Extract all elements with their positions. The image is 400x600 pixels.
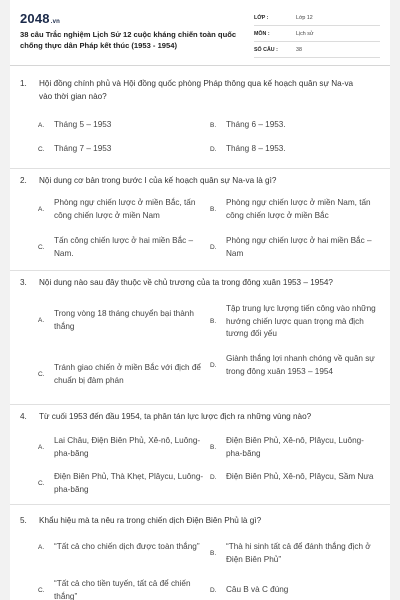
option-text: “Thà hi sinh tất cả để đánh thắng địch ở Điện Biên Phủ”: [226, 542, 371, 564]
option-text: Giành thắng lợi nhanh chóng về quân sự trong đông xuân 1953 – 1954: [226, 354, 375, 376]
document-title: 38 câu Trắc nghiệm Lịch Sử 12 cuộc kháng chiến toàn quốc chống thực dân Pháp kết thúc (1953 - 1954): [20, 30, 237, 50]
option-letter: A.: [38, 543, 45, 551]
question-number: 2.: [20, 176, 27, 185]
option-b[interactable]: [210, 119, 376, 132]
question-number: 4.: [20, 412, 27, 421]
question-number: 5.: [20, 516, 27, 525]
meta-value: Lịch sử: [296, 30, 314, 37]
option-letter: D.: [210, 362, 217, 369]
option-text: Tháng 8 – 1953.: [226, 144, 286, 153]
question-header: [20, 175, 359, 188]
option-letter: B.: [210, 121, 217, 129]
option-text: Tấn công chiến lược ở hai miền Bắc – Nam.: [54, 236, 194, 258]
option-text: Tránh giao chiến ở miền Bắc với địch để chuẩn bị đàm phán: [54, 363, 201, 385]
meta-value: 38: [296, 46, 302, 53]
option-a[interactable]: [38, 119, 204, 132]
option-c[interactable]: [38, 471, 204, 496]
question-2: [10, 169, 390, 271]
option-c[interactable]: [38, 578, 204, 600]
option-a[interactable]: [38, 308, 204, 333]
option-b[interactable]: [210, 303, 376, 341]
option-letter: C.: [38, 244, 45, 251]
question-header: [20, 277, 359, 290]
question-1: [10, 66, 390, 169]
option-letter: A.: [38, 206, 45, 213]
option-letter: C.: [38, 145, 45, 153]
option-letter: C.: [38, 587, 45, 594]
option-text: Điện Biên Phủ, Xê-nô, Plâycu, Luông-pha-băng: [226, 436, 364, 458]
meta-row-subject: [254, 26, 380, 42]
question-header: [20, 78, 359, 103]
option-text: Phòng ngự chiến lược ở miền Nam, tấn công chiến lược ở miền Bắc: [226, 198, 371, 220]
question-text: Hội đồng chính phủ và Hội đồng quốc phòng Pháp thông qua kế hoạch quân sự Na-va vào thời gian nào?: [39, 79, 354, 101]
option-a[interactable]: [38, 541, 204, 554]
option-text: Tháng 5 – 1953: [54, 120, 112, 129]
document-header: [10, 0, 390, 66]
option-letter: C.: [38, 371, 45, 378]
option-d[interactable]: [210, 584, 376, 597]
option-d[interactable]: [210, 471, 376, 484]
question-number: 1.: [20, 79, 27, 88]
option-a[interactable]: [38, 197, 204, 222]
meta-row-count: [254, 42, 380, 58]
option-text: Tháng 7 – 1953: [54, 144, 112, 153]
option-d[interactable]: [210, 353, 376, 378]
option-text: “Tất cả cho tiền tuyến, tất cả để chiến thắng”: [54, 579, 191, 600]
question-number: 3.: [20, 278, 27, 287]
question-text: Từ cuối 1953 đến đầu 1954, ta phân tán lực lược địch ra những vùng nào?: [39, 412, 312, 421]
question-text: Khẩu hiệu mà ta nêu ra trong chiến dịch Điện Biên Phủ là gì?: [39, 516, 262, 525]
logo-tld-text: .vn: [50, 19, 61, 25]
option-b[interactable]: [210, 541, 376, 566]
question-text: Nội dung nào sau đây thuộc về chủ trương của ta trong đông xuân 1953 – 1954?: [39, 278, 333, 287]
option-text: Điện Biên Phủ, Thà Khẹt, Plâycu, Luông-pha-băng: [54, 472, 204, 494]
option-letter: D.: [210, 145, 217, 153]
option-b[interactable]: [210, 197, 376, 222]
option-letter: A.: [38, 317, 45, 324]
question-text: Nội dung cơ bản trong bước I của kế hoạch quân sự Na-va là gì?: [39, 176, 277, 185]
option-letter: D.: [210, 473, 217, 481]
option-d[interactable]: [210, 235, 376, 260]
option-letter: A.: [38, 444, 45, 451]
meta-label: SỐ CÂU :: [254, 46, 278, 53]
option-a[interactable]: [38, 435, 204, 460]
meta-row-class: [254, 10, 380, 26]
site-logo[interactable]: [20, 11, 60, 26]
option-text: Tháng 6 – 1953.: [226, 120, 286, 129]
meta-table: [254, 10, 380, 58]
option-text: Phòng ngự chiến lược ở miền Bắc, tấn công chiến lược ở miền Nam: [54, 198, 196, 220]
question-header: [20, 411, 359, 424]
option-text: Phòng ngự chiến lược ở hai miền Bắc – Nam: [226, 236, 372, 258]
document-page: [10, 0, 390, 600]
option-letter: B.: [210, 318, 217, 326]
logo-main-text: 2048: [20, 11, 50, 26]
option-letter: C.: [38, 480, 45, 487]
option-b[interactable]: [210, 435, 376, 460]
option-letter: B.: [210, 206, 217, 213]
meta-label: MÔN :: [254, 30, 270, 37]
option-letter: B.: [210, 444, 217, 451]
question-4: [10, 405, 390, 505]
option-text: Lai Châu, Điện Biên Phủ, Xê-nô, Luông-pha-băng: [54, 436, 201, 458]
option-text: Câu B và C đúng: [226, 585, 289, 594]
option-letter: D.: [210, 244, 217, 251]
option-text: Điện Biên Phủ, Xê-nô, Plâycu, Sầm Nưa: [226, 472, 374, 481]
meta-label: LỚP :: [254, 14, 269, 21]
option-text: Tập trung lực lượng tiến công vào những hướng chiến lược quan trọng mà địch tương đối yếu: [226, 304, 376, 338]
option-text: “Tất cả cho chiến dịch được toàn thắng”: [54, 542, 200, 551]
option-letter: A.: [38, 121, 45, 129]
option-d[interactable]: [210, 143, 376, 156]
question-3: [10, 271, 390, 405]
option-letter: D.: [210, 586, 217, 594]
option-c[interactable]: [38, 143, 204, 156]
question-header: [20, 515, 359, 528]
meta-value: Lớp 12: [296, 14, 313, 21]
option-c[interactable]: [38, 362, 204, 387]
option-c[interactable]: [38, 235, 204, 260]
option-letter: B.: [210, 550, 217, 557]
question-5: [10, 505, 390, 600]
option-text: Trong vòng 18 tháng chuyển bại thành thắng: [54, 309, 194, 331]
